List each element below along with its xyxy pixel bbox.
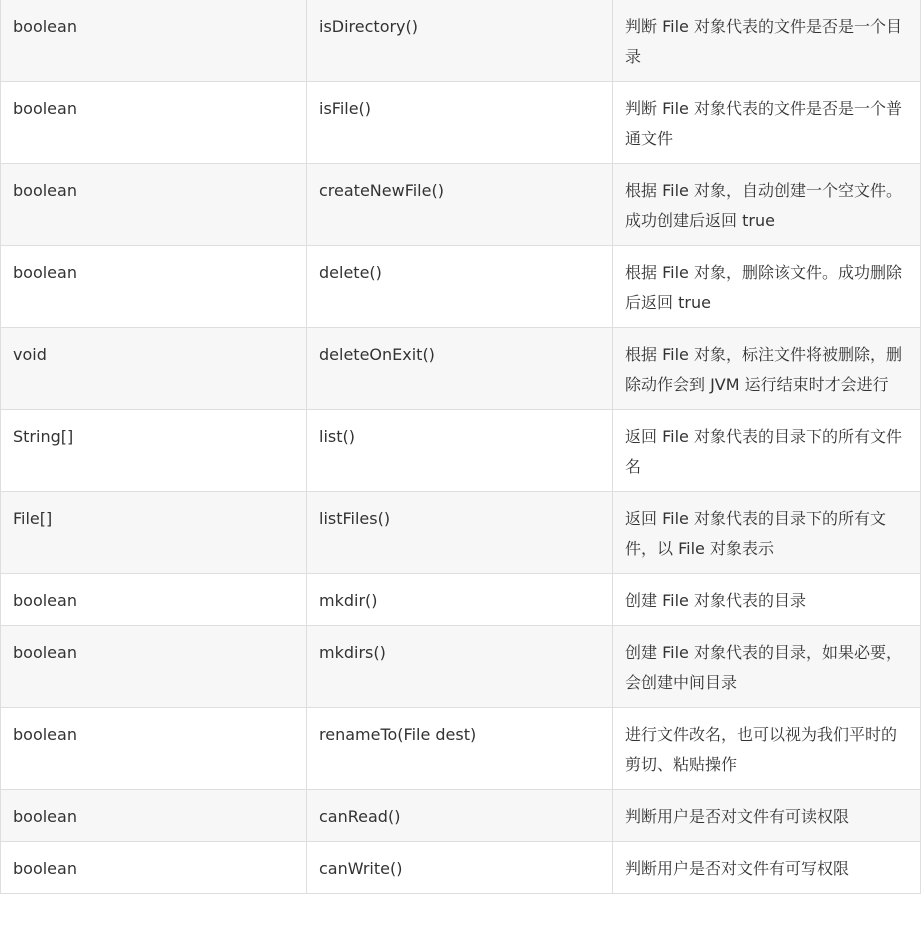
method-cell: mkdir()	[307, 574, 613, 626]
table-row	[1, 82, 921, 164]
table-row	[1, 0, 921, 82]
table-row	[1, 492, 921, 574]
method-cell: renameTo(File dest)	[307, 708, 613, 790]
table-row	[1, 708, 921, 790]
return-type-cell: boolean	[1, 164, 307, 246]
return-type-cell: boolean	[1, 246, 307, 328]
table-row	[1, 842, 921, 894]
description-cell: 判断 File 对象代表的文件是否是一个目录	[613, 0, 921, 82]
return-type-cell: void	[1, 328, 307, 410]
method-cell: canWrite()	[307, 842, 613, 894]
method-cell: isFile()	[307, 82, 613, 164]
return-type-cell: boolean	[1, 626, 307, 708]
table-row	[1, 626, 921, 708]
method-cell: delete()	[307, 246, 613, 328]
return-type-cell: boolean	[1, 842, 307, 894]
method-cell: mkdirs()	[307, 626, 613, 708]
table-row	[1, 410, 921, 492]
table-row	[1, 328, 921, 410]
table-row	[1, 790, 921, 842]
return-type-cell: File[]	[1, 492, 307, 574]
description-cell: 返回 File 对象代表的目录下的所有文件名	[613, 410, 921, 492]
description-cell: 进行文件改名，也可以视为我们平时的剪切、粘贴操作	[613, 708, 921, 790]
description-cell: 判断用户是否对文件有可读权限	[613, 790, 921, 842]
description-cell: 根据 File 对象，自动创建一个空文件。成功创建后返回 true	[613, 164, 921, 246]
return-type-cell: boolean	[1, 574, 307, 626]
return-type-cell: boolean	[1, 708, 307, 790]
return-type-cell: boolean	[1, 0, 307, 82]
return-type-cell: boolean	[1, 82, 307, 164]
table-row	[1, 246, 921, 328]
table-row	[1, 164, 921, 246]
description-cell: 判断 File 对象代表的文件是否是一个普通文件	[613, 82, 921, 164]
return-type-cell: boolean	[1, 790, 307, 842]
method-cell: deleteOnExit()	[307, 328, 613, 410]
description-cell: 根据 File 对象，标注文件将被删除，删除动作会到 JVM 运行结束时才会进行	[613, 328, 921, 410]
table-row	[1, 574, 921, 626]
method-cell: listFiles()	[307, 492, 613, 574]
method-cell: canRead()	[307, 790, 613, 842]
description-cell: 根据 File 对象，删除该文件。成功删除后返回 true	[613, 246, 921, 328]
description-cell: 创建 File 对象代表的目录，如果必要，会创建中间目录	[613, 626, 921, 708]
method-cell: createNewFile()	[307, 164, 613, 246]
method-cell: isDirectory()	[307, 0, 613, 82]
description-cell: 创建 File 对象代表的目录	[613, 574, 921, 626]
description-cell: 判断用户是否对文件有可写权限	[613, 842, 921, 894]
return-type-cell: String[]	[1, 410, 307, 492]
description-cell: 返回 File 对象代表的目录下的所有文件，以 File 对象表示	[613, 492, 921, 574]
method-cell: list()	[307, 410, 613, 492]
